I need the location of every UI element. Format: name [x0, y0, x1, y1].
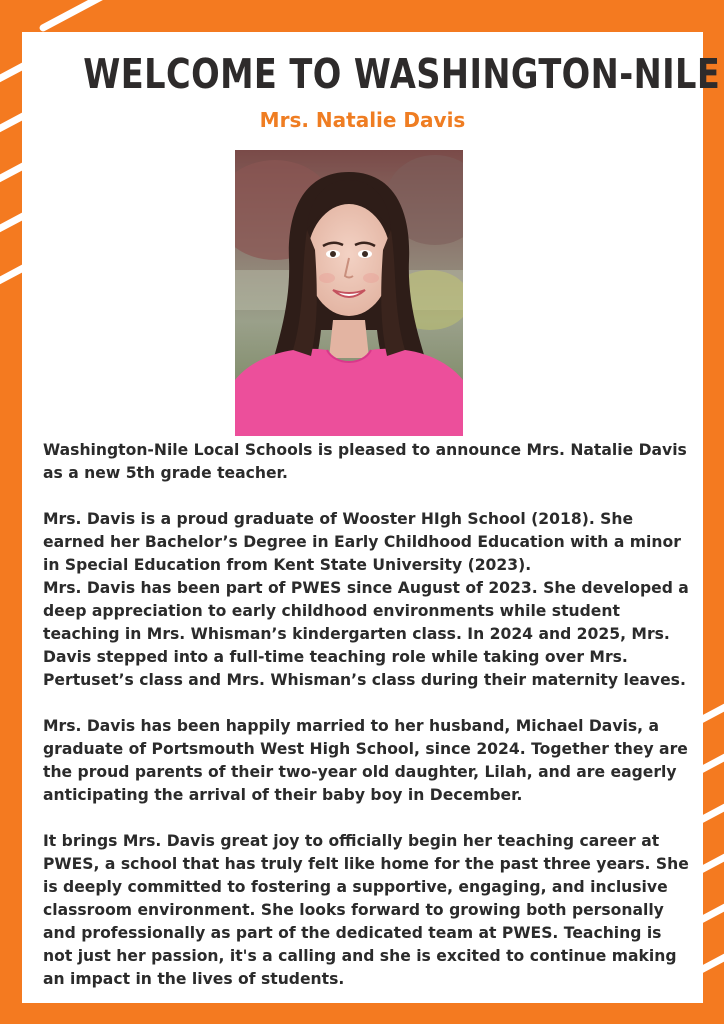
family-paragraph: Mrs. Davis has been happily married to her husband, Michael Davis, a graduate of Portsmouth West High School, since 2024. Together they are the proud parents of their two-year old daughter, Lilah, and are eagerly anticipating the arrival of their baby boy in December. — [43, 717, 688, 804]
page-title: WELCOME TO WASHINGTON-NILE — [83, 50, 721, 98]
announcement-body — [43, 439, 691, 991]
portrait-illustration — [235, 150, 463, 436]
teacher-name: Mrs. Natalie Davis — [259, 108, 466, 132]
education-paragraph: Mrs. Davis is a proud graduate of Wooster HIgh School (2018). She earned her Bachelor’s Degree in Early Childhood Education with a minor in Special Education from Kent State University (2023). — [43, 510, 681, 574]
experience-paragraph: Mrs. Davis has been part of PWES since August of 2023. She developed a deep appreciation to early childhood environments while student teaching in Mrs. Whisman’s kindergarten class. In 2024 and 2025, Mrs. Davis stepped into a full-time teaching role while taking over Mrs. Pertuset’s class and Mrs. Whisman’s class during their maternity leaves. — [43, 579, 689, 689]
portrait-photo — [235, 150, 463, 436]
decorative-stripe — [38, 0, 112, 33]
closing-paragraph: It brings Mrs. Davis great joy to officially begin her teaching career at PWES, a school that has truly felt like home for the past three years. She is deeply committed to fostering a supportive, engaging, and inclusive classroom environment. She looks forward to growing both personally and professionally as part of the dedicated team at PWES. Teaching is not just her passion, it's a calling and she is excited to continue making an impact in the lives of students. — [43, 832, 689, 988]
intro-paragraph: Washington-Nile Local Schools is pleased to announce Mrs. Natalie Davis as a new 5th grade teacher. — [43, 441, 687, 482]
announcement-card — [22, 32, 721, 1003]
